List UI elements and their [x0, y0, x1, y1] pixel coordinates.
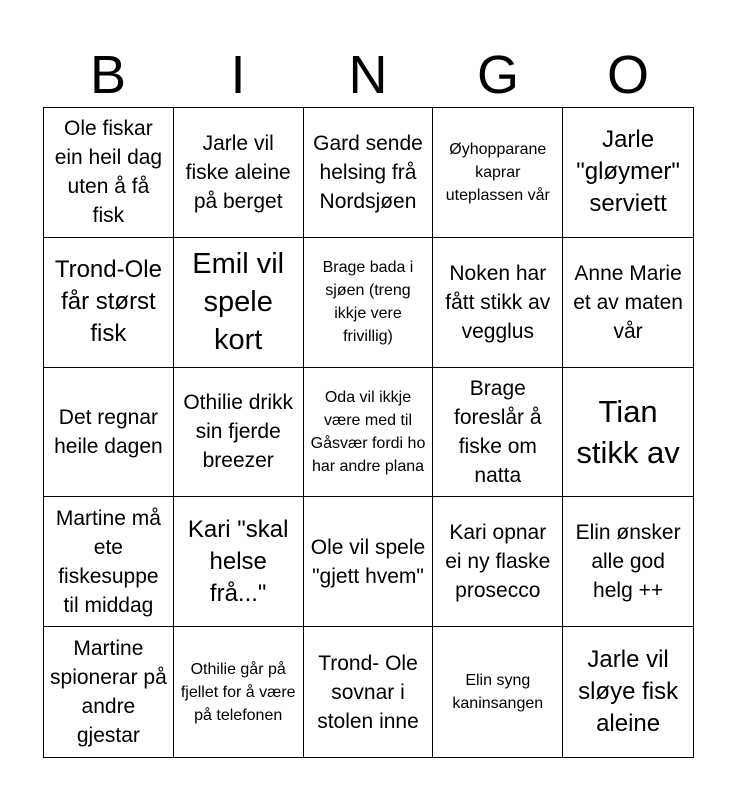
bingo-cell[interactable]: Noken har fått stikk av vegglus — [433, 238, 563, 368]
bingo-cell[interactable]: Brage bada i sjøen (treng ikkje vere frivillig) — [304, 238, 434, 368]
header-letter-i: I — [230, 45, 246, 105]
bingo-cell[interactable]: Kari opnar ei ny flaske prosecco — [433, 497, 563, 627]
bingo-cell[interactable]: Brage foreslår å fiske om natta — [433, 368, 563, 498]
bingo-cell[interactable]: Trond- Ole sovnar i stolen inne — [304, 627, 434, 757]
header-letter-g: G — [476, 45, 519, 105]
header-letter-o: O — [606, 45, 649, 105]
header-letter-n: N — [348, 45, 388, 105]
bingo-cell[interactable]: Martine spionerar på andre gjestar — [44, 627, 174, 757]
bingo-cell[interactable]: Emil vil spele kort — [174, 238, 304, 368]
bingo-cell[interactable]: Ole vil spele "gjett hvem" — [304, 497, 434, 627]
bingo-cell[interactable]: Kari "skal helse frå..." — [174, 497, 304, 627]
bingo-cell[interactable]: Det regnar heile dagen — [44, 368, 174, 498]
bingo-cell[interactable]: Elin ønsker alle god helg ++ — [563, 497, 693, 627]
bingo-header — [43, 44, 693, 106]
bingo-cell[interactable]: Ole fiskar ein heil dag uten å få fisk — [44, 108, 174, 238]
bingo-board — [43, 107, 694, 758]
bingo-cell[interactable]: Gard sende helsing frå Nordsjøen — [304, 108, 434, 238]
bingo-cell[interactable]: Othilie drikk sin fjerde breezer — [174, 368, 304, 498]
bingo-cell[interactable]: Anne Marie et av maten vår — [563, 238, 693, 368]
bingo-cell[interactable]: Jarle "gløymer" serviett — [563, 108, 693, 238]
bingo-cell[interactable]: Tian stikk av — [563, 368, 693, 498]
bingo-cell[interactable]: Othilie går på fjellet for å være på telefonen — [174, 627, 304, 757]
bingo-cell[interactable]: Martine må ete fiskesuppe til middag — [44, 497, 174, 627]
bingo-cell[interactable]: Jarle vil sløye fisk aleine — [578, 646, 679, 738]
bingo-cell[interactable]: Oda vil ikkje være med til Gåsvær fordi ho har andre plana — [304, 368, 434, 498]
bingo-cell[interactable]: Elin syng kaninsangen — [433, 627, 563, 757]
bingo-cell[interactable]: Øyhopparane kaprar uteplassen vår — [433, 108, 563, 238]
bingo-cell[interactable]: Jarle vil fiske aleine på berget — [174, 108, 304, 238]
bingo-cell[interactable]: Trond-Ole får størst fisk — [44, 238, 174, 368]
header-letter-b: B — [89, 45, 127, 105]
